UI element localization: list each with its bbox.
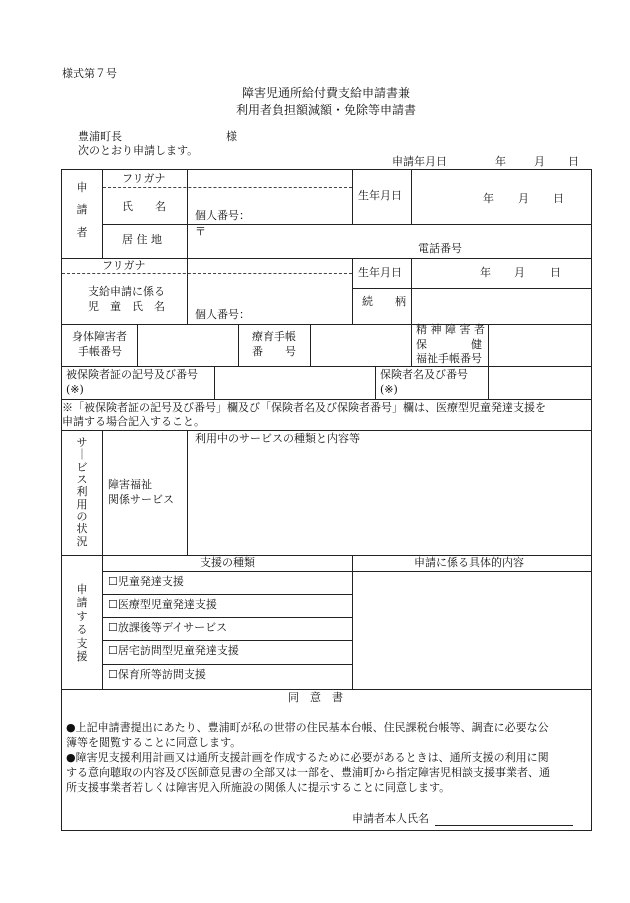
insurer-label: 保険者名及び番号 (380, 368, 468, 381)
child-birthdate-field[interactable] (412, 259, 591, 288)
service-usage-char: サ (76, 436, 88, 449)
insurance-note-line2: 申請する場合記入すること。 (62, 415, 205, 428)
support-option-home-visit-development[interactable]: ☐居宅訪問型児童発達支援 (108, 644, 239, 657)
child-birthdate-label: 生年月日 (358, 266, 402, 279)
insured-card-label: 被保険者証の記号及び番号 (66, 368, 198, 381)
support-detail-field[interactable] (353, 572, 591, 688)
mental-cert-label-line1: 精 神 障 害 者 (416, 323, 485, 336)
consent-para1-line2: 簿等を閲覧することに同意します。 (66, 736, 242, 749)
applicant-address-label: 居 住 地 (122, 233, 162, 246)
form-title-line1: 障害児通所給付費支給申請書兼 (242, 86, 411, 100)
insured-card-number-field[interactable] (215, 367, 375, 399)
service-category-label-line2: 関係サービス (108, 493, 174, 506)
child-relation-field[interactable] (412, 289, 591, 324)
addressee: 豊浦町長 (78, 130, 122, 143)
insurer-number-field[interactable] (489, 367, 591, 399)
mental-cert-label-line3: 福祉手帳番号 (416, 352, 482, 365)
service-content-label: 利用中のサービスの種類と内容等 (195, 432, 360, 445)
consent-para2-line2: する意向聴取の内容及び医師意見書の全部又は一部を、豊浦町から指定障害児相談支援事業者、通 (66, 766, 550, 779)
requested-support-char: 申 (76, 583, 88, 596)
signature-field[interactable] (435, 812, 573, 826)
requested-support-char: 支 (76, 636, 88, 650)
support-option-child-development[interactable]: ☐児童発達支援 (108, 575, 184, 588)
ryoiku-cert-label-line1: 療育手帳 (252, 330, 296, 343)
consent-para2-line1: ●障害児支援利用計画又は通所支援計画を作成するために必要があるときは、通所支援の利用に関 (66, 751, 549, 764)
applicant-birthdate-field[interactable] (412, 170, 591, 224)
requested-support-section-label (62, 583, 102, 663)
support-option-after-school-day-service[interactable]: ☐放課後等デイサービス (108, 621, 228, 634)
insurance-note-line1: ※「被保険者証の記号及び番号」欄及び「保険者名及び保険者番号」欄は、医療型児童発達支援を (62, 401, 546, 414)
application-date-label: 申請年月日 (392, 155, 447, 168)
child-name-field[interactable] (188, 274, 352, 304)
applicant-address-field[interactable] (188, 225, 591, 257)
service-category-label-line1: 障害福祉 (108, 478, 152, 491)
applicant-personal-number-label: 個人番号： (195, 209, 250, 222)
applicant-birthdate-year: 年 (483, 192, 494, 205)
service-usage-char: 利 (76, 485, 88, 499)
applicant-section-label (62, 182, 102, 239)
applicant-char: 請 (76, 203, 88, 217)
application-date-month: 月 (534, 155, 545, 168)
ryoiku-cert-label-line2: 番 号 (252, 345, 296, 358)
applicant-birthdate-day: 日 (553, 192, 564, 205)
requested-support-char: す (76, 609, 88, 623)
child-name-label-line2: 児 童 氏 名 (88, 300, 165, 313)
applicant-char: 者 (76, 225, 88, 239)
consent-para2-line3: 所支援事業者若しくは障害児入所施設の関係人に提示することに同意します。 (66, 781, 451, 794)
application-date-day: 日 (568, 155, 579, 168)
service-content-field[interactable] (188, 447, 591, 554)
consent-para1-line1: ●上記申請書提出にあたり、豊浦町が私の世帯の住民基本台帳、住民課税台帳等、調査に必要な公 (66, 721, 549, 734)
postal-mark: 〒 (195, 225, 206, 238)
requested-support-char: 援 (76, 650, 88, 664)
service-usage-char: 用 (76, 497, 88, 511)
support-detail-header: 申請に係る具体的内容 (414, 556, 524, 569)
addressee-honorific: 様 (226, 130, 237, 143)
child-relation-label: 続 柄 (362, 295, 406, 308)
form-title-line2: 利用者負担額減額・免除等申請書 (236, 103, 417, 117)
service-usage-section-label (62, 437, 102, 548)
child-furigana-field[interactable] (188, 259, 352, 273)
applicant-birthdate-month: 月 (518, 192, 529, 205)
form-number: 様式第７号 (62, 67, 117, 80)
applicant-name-field[interactable] (188, 188, 352, 208)
service-usage-char: ス (76, 472, 88, 486)
support-type-header: 支援の種類 (200, 556, 255, 569)
application-date-year: 年 (495, 155, 506, 168)
applicant-phone-label: 電話番号 (418, 242, 462, 255)
requested-support-char: る (76, 623, 88, 637)
support-option-medical-child-development[interactable]: ☐医療型児童発達支援 (108, 598, 217, 611)
child-personal-number-label: 個人番号： (195, 308, 250, 321)
mental-cert-label-line2: 保 健 (416, 338, 482, 351)
child-birthdate-year: 年 (480, 266, 491, 279)
insurer-mark: (※) (380, 383, 398, 396)
insured-card-mark: (※) (66, 383, 84, 396)
applicant-furigana-field[interactable] (188, 170, 352, 187)
service-usage-char: ｜ (76, 448, 88, 462)
service-usage-char: の (76, 509, 88, 523)
physical-cert-number-field[interactable] (138, 325, 238, 366)
consent-title: 同 意 書 (288, 691, 343, 704)
service-usage-char: ビ (76, 460, 88, 474)
child-birthdate-day: 日 (550, 266, 561, 279)
applicant-char: 申 (76, 181, 88, 194)
service-usage-char: 状 (76, 522, 88, 536)
applicant-birthdate-label: 生年月日 (358, 189, 402, 202)
child-birthdate-month: 月 (514, 266, 525, 279)
signature-label: 申請者本人氏名 (352, 812, 429, 825)
physical-cert-label-line1: 身体障害者 (72, 330, 127, 343)
applicant-furigana-label: フリガナ (122, 172, 166, 185)
applicant-name-label: 氏 名 (122, 200, 166, 213)
child-furigana-label: フリガナ (102, 259, 146, 272)
support-option-nursery-visit-support[interactable]: ☐保育所等訪問支援 (108, 668, 206, 681)
ryoiku-cert-number-field[interactable] (311, 325, 411, 366)
mental-cert-number-field[interactable] (489, 325, 591, 366)
intro-text: 次のとおり申請します。 (78, 144, 199, 157)
physical-cert-label-line2: 手帳番号 (78, 345, 122, 358)
service-usage-char: 況 (76, 534, 88, 548)
requested-support-char: 請 (76, 596, 88, 610)
child-name-label-line1: 支給申請に係る (88, 285, 165, 298)
